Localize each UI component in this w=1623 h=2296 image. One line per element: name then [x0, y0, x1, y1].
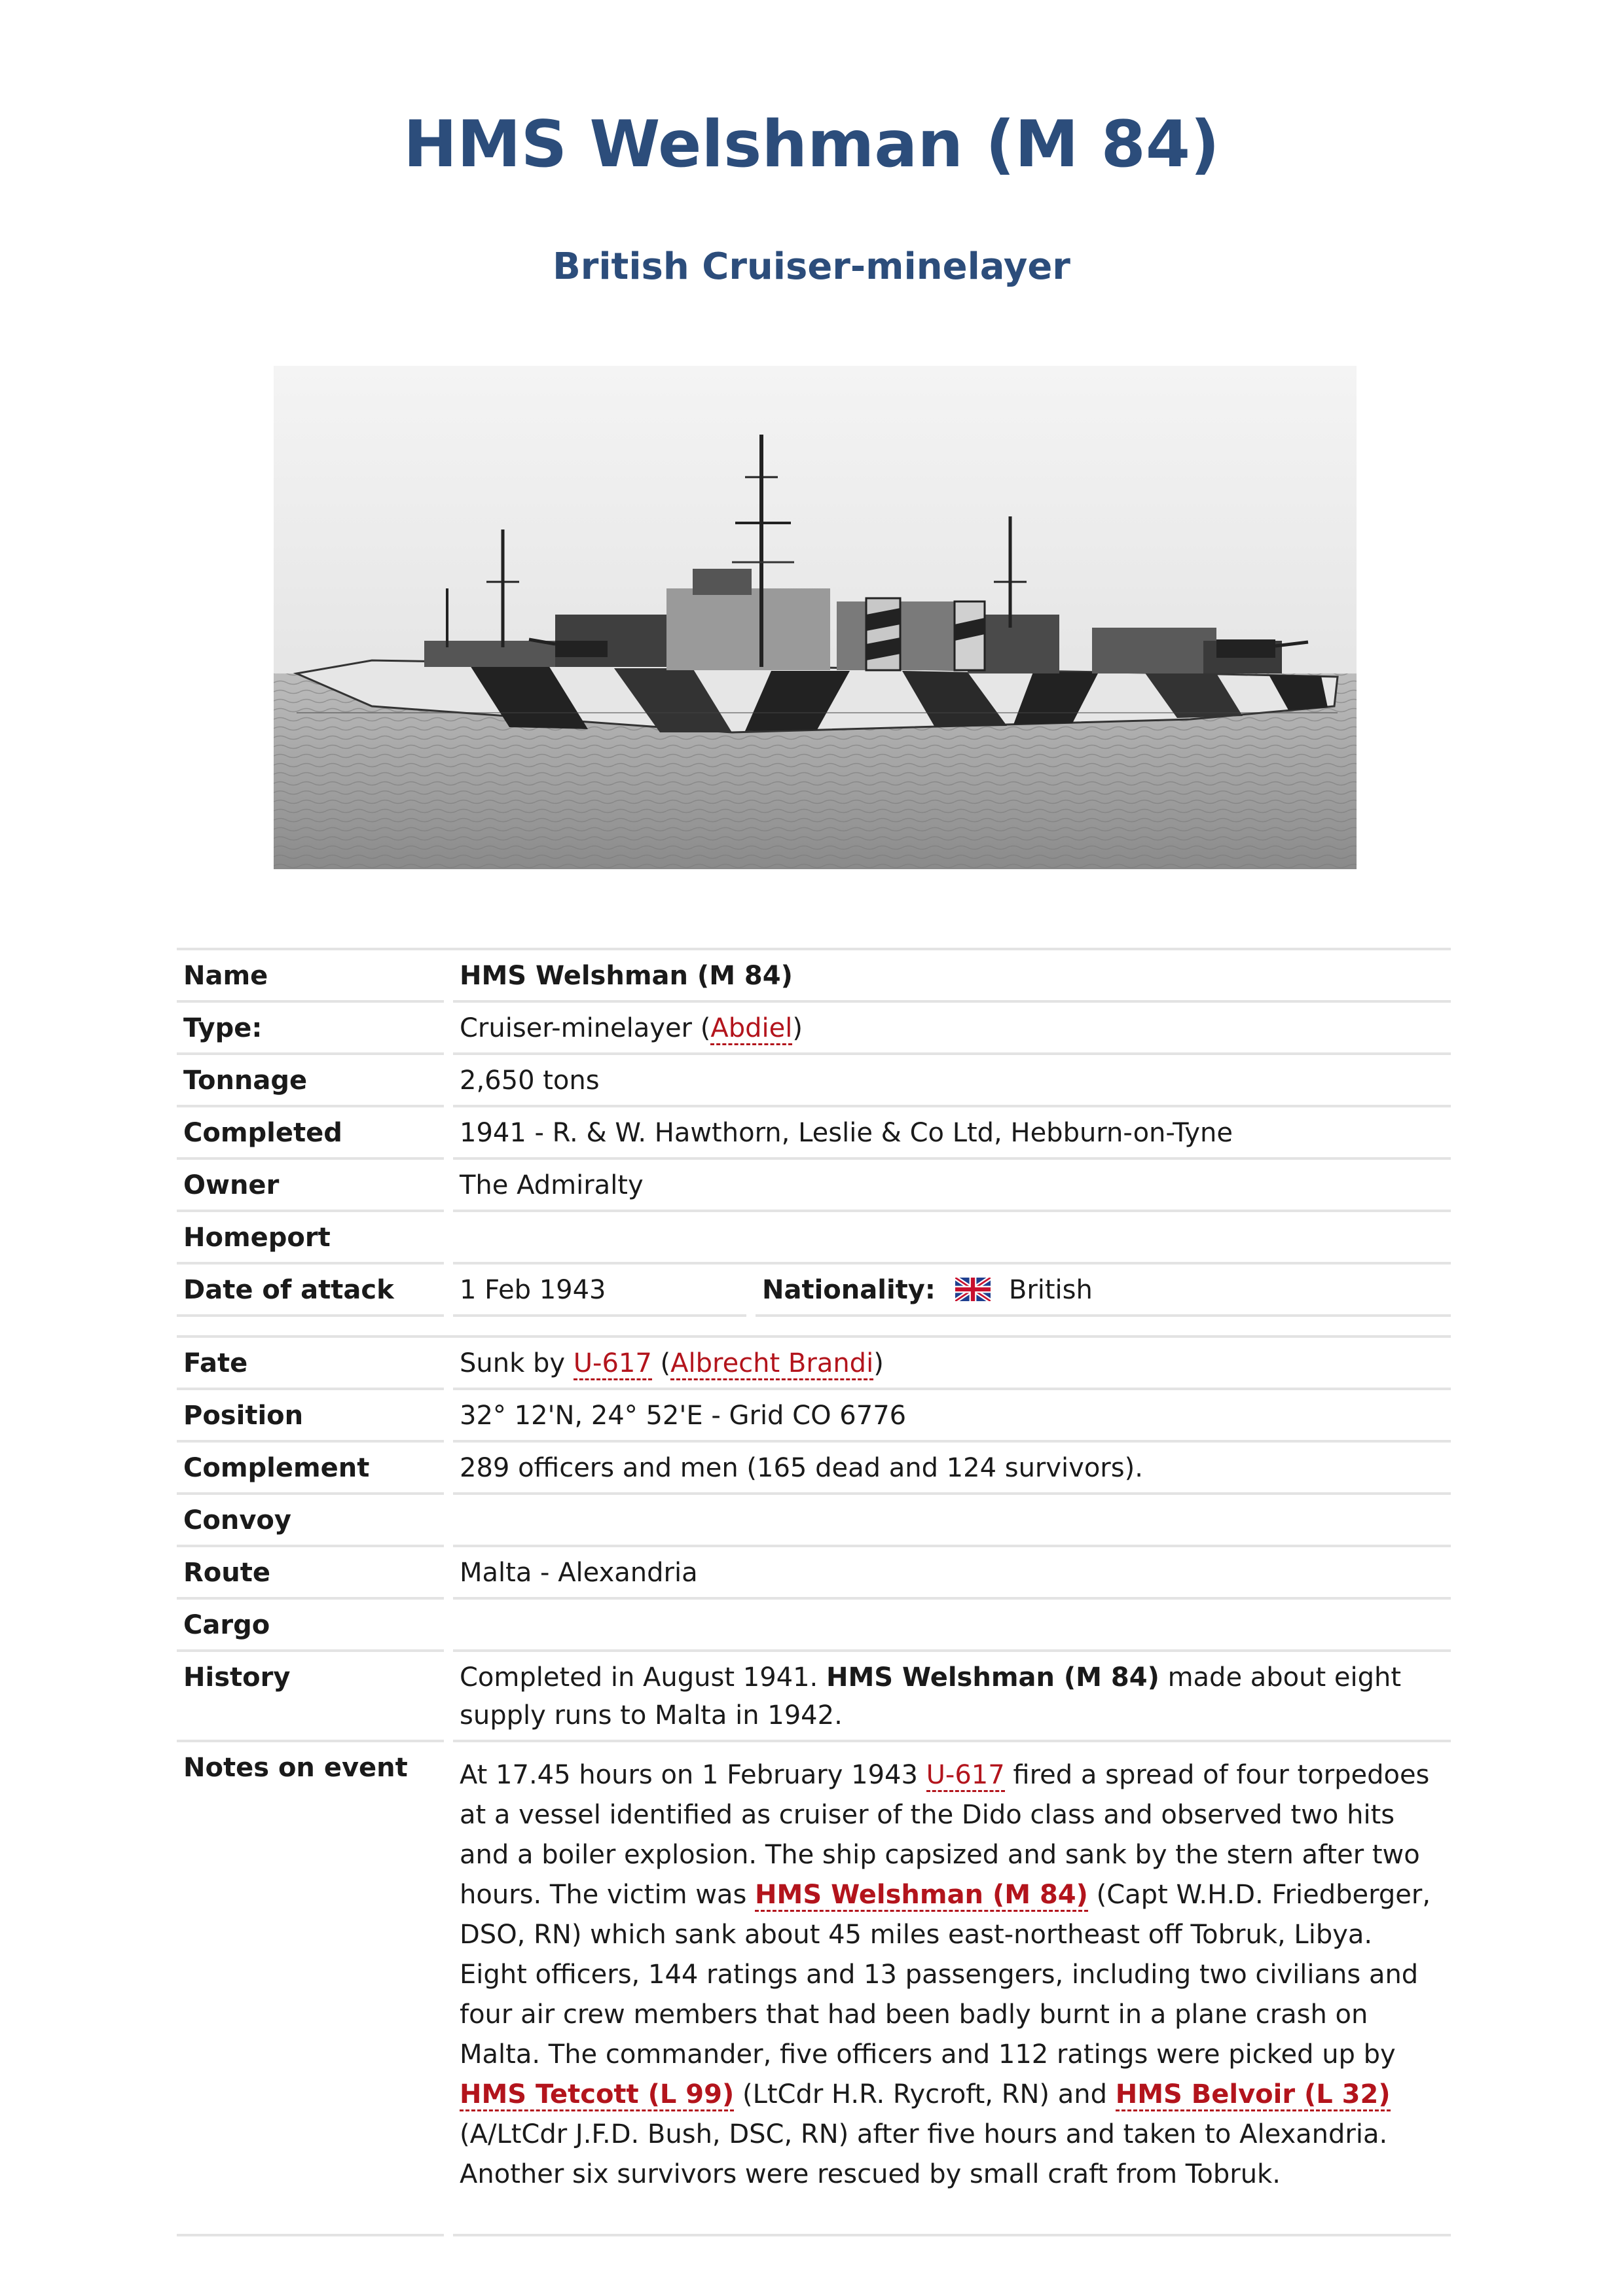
- notes-uboat-link[interactable]: U-617: [926, 1760, 1005, 1792]
- name-label: Name: [177, 948, 444, 1003]
- completed-label: Completed: [177, 1107, 444, 1160]
- row-route: [177, 1547, 1451, 1600]
- date-value: 1 Feb 1943: [453, 1265, 746, 1317]
- notes-tetcott-link[interactable]: HMS Tetcott (L 99): [460, 2079, 734, 2111]
- fate-value: Sunk by U-617 (Albrecht Brandi): [453, 1335, 1451, 1390]
- homeport-value: [453, 1212, 1451, 1265]
- row-complement: [177, 1443, 1451, 1495]
- route-value: Malta - Alexandria: [453, 1547, 1451, 1600]
- row-cargo: [177, 1600, 1451, 1652]
- nationality-label: Nationality:: [762, 1275, 936, 1305]
- event-details-table: [177, 1335, 1451, 2236]
- convoy-value: [453, 1495, 1451, 1547]
- union-jack-flag-icon: [955, 1278, 991, 1301]
- homeport-label: Homeport: [177, 1212, 444, 1265]
- type-class-link[interactable]: Abdiel: [710, 1013, 792, 1045]
- nationality-value: British: [1008, 1275, 1093, 1305]
- position-label: Position: [177, 1390, 444, 1443]
- fate-label: Fate: [177, 1335, 444, 1390]
- convoy-label: Convoy: [177, 1495, 444, 1547]
- date-label: Date of attack: [177, 1265, 444, 1317]
- row-position: [177, 1390, 1451, 1443]
- tonnage-label: Tonnage: [177, 1055, 444, 1107]
- row-convoy: [177, 1495, 1451, 1547]
- complement-label: Complement: [177, 1443, 444, 1495]
- type-value: Cruiser-minelayer (Abdiel): [453, 1003, 1451, 1055]
- notes-label: Notes on event: [177, 1742, 444, 2236]
- type-label: Type:: [177, 1003, 444, 1055]
- page-subtitle: British Cruiser-minelayer: [553, 245, 1070, 288]
- row-owner: [177, 1160, 1451, 1212]
- route-label: Route: [177, 1547, 444, 1600]
- nationality-cell: [756, 1265, 1451, 1317]
- history-label: History: [177, 1652, 444, 1742]
- cargo-value: [453, 1600, 1451, 1652]
- completed-value: 1941 - R. & W. Hawthorn, Leslie & Co Ltd, Hebburn-on-Tyne: [453, 1107, 1451, 1160]
- row-fate: [177, 1335, 1451, 1390]
- owner-value: The Admiralty: [453, 1160, 1451, 1212]
- row-tonnage: [177, 1055, 1451, 1107]
- tonnage-value: 2,650 tons: [453, 1055, 1451, 1107]
- fate-uboat-link[interactable]: U-617: [574, 1348, 652, 1380]
- ship-details-table: [177, 948, 1451, 1317]
- page-title: HMS Welshman (M 84): [403, 107, 1220, 182]
- row-date-of-attack: [177, 1265, 1451, 1317]
- name-value: HMS Welshman (M 84): [453, 948, 1451, 1003]
- notes-value: At 17.45 hours on 1 February 1943 U-617 fired a spread of four torpedoes at a vessel identified as cruiser of the Dido class and observed two hits and a boiler explosion. The ship capsized and sank by the stern after two hours. The victim was HMS Welshman (M 84) (Capt W.H.D. Friedberger, DSO, RN) which sank about 45 miles east-northeast off Tobruk, Libya. Eight officers, 144 ratings and 13 passengers, including two civilians and four air crew members that had been badly burnt in a plane crash on Malta. The commander, five officers and 112 ratings were picked up by HMS Tetcott (L 99) (LtCdr H.R. Rycroft, RN) and HMS Belvoir (L 32) (A/LtCdr J.F.D. Bush, DSC, RN) after five hours and taken to Alexandria. Another six survivors were rescued by small craft from Tobruk.: [453, 1742, 1451, 2236]
- row-type: [177, 1003, 1451, 1055]
- row-completed: [177, 1107, 1451, 1160]
- position-value: 32° 12'N, 24° 52'E - Grid CO 6776: [453, 1390, 1451, 1443]
- fate-commander-link[interactable]: Albrecht Brandi: [670, 1348, 873, 1380]
- row-name: [177, 948, 1451, 1003]
- row-history: [177, 1652, 1451, 1742]
- owner-label: Owner: [177, 1160, 444, 1212]
- notes-belvoir-link[interactable]: HMS Belvoir (L 32): [1116, 2079, 1391, 2111]
- cargo-label: Cargo: [177, 1600, 444, 1652]
- row-notes: [177, 1742, 1451, 2236]
- row-homeport: [177, 1212, 1451, 1265]
- history-value: Completed in August 1941. HMS Welshman (M 84) made about eight supply runs to Malta in 1942.: [453, 1652, 1451, 1742]
- notes-welshman-link[interactable]: HMS Welshman (M 84): [755, 1880, 1088, 1912]
- ship-photo: [274, 366, 1357, 869]
- complement-value: 289 officers and men (165 dead and 124 survivors).: [453, 1443, 1451, 1495]
